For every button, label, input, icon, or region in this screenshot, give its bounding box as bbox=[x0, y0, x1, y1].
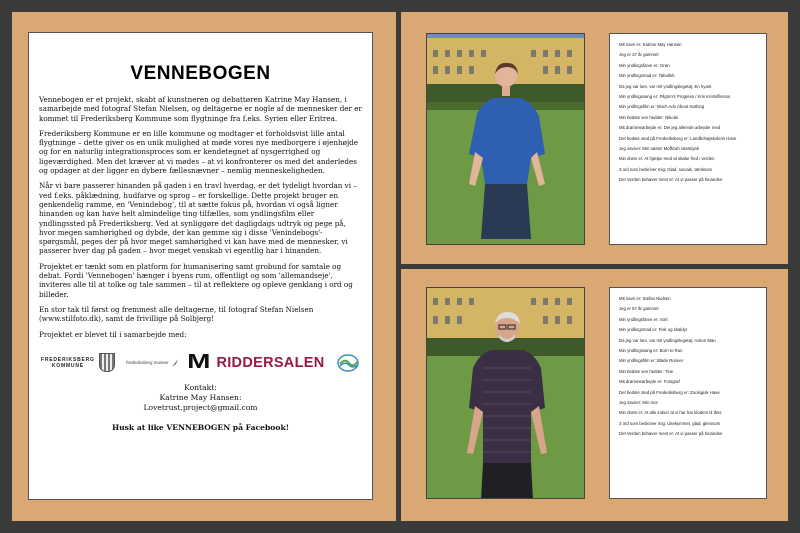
partner-logos bbox=[41, 351, 360, 375]
profile-line: Det Verden behøver mest er: At vi passer på hinanden bbox=[619, 431, 723, 437]
profile-line: Jeg savner: Min mor bbox=[619, 399, 658, 405]
profile-line: Da jeg var lure, var mit yndlingslegetøj: Action Man bbox=[619, 337, 716, 343]
crest-icon bbox=[99, 353, 115, 372]
profile-line: Min drøm er: At hjælpe med at skabe fred i verden bbox=[619, 156, 715, 162]
riddersalen-logo: RIDDERSALEN bbox=[216, 354, 325, 371]
poster-paragraph: Projektet er tænkt som en platform for humanisering samt grobund for samtale og debat. Fordi 'Vennebogen' hænger i byens rum, offentligt og som 'allemandseje', inviteres alle til at tolke og tale sammen – til at reflektere og opleve genklang i ord og billeder. bbox=[39, 261, 353, 299]
poster-sheet bbox=[28, 32, 373, 500]
profile-line: Min yndlingsmad er: Fisk og skaldyr bbox=[619, 327, 688, 333]
profile-line: Min yndlingsfilm er: Blade Runner bbox=[619, 358, 684, 364]
profile-line: Min bedste ven hedder: Nikolai bbox=[619, 114, 678, 120]
profile-line: Mit drømmearbejde er: Det jeg allerede arbejder med bbox=[619, 125, 721, 131]
portrait-image bbox=[427, 34, 585, 245]
m-logo: M bbox=[187, 351, 208, 374]
profile-line: Da jeg var lure, var mit yndlingslegetøj: En hyant bbox=[619, 83, 712, 89]
profile-line: Jeg savner: Min søster Moffizah Islamiyah bbox=[619, 145, 700, 151]
facebook-callout: Husk at like VENNEBOGEN på Facebook! bbox=[111, 422, 290, 432]
portrait-image bbox=[427, 288, 585, 499]
contact-block bbox=[39, 383, 362, 413]
profile-line: Mit navn er: Katrine May Hansen bbox=[619, 42, 682, 47]
profile-line: Det Verden behøver mest er: At vi passer på hinanden bbox=[619, 177, 723, 183]
profile-line: Mit drømmearbejde er: Fotograf bbox=[619, 379, 680, 385]
profile-line: Min yndlingsmad er: Tabulleh bbox=[619, 73, 675, 79]
feather-icon bbox=[171, 358, 179, 368]
profile-line: Det bedste sted på Frederiksberg er: Zoologisk Have bbox=[619, 389, 720, 395]
poster-paragraph: Projektet er blevet til i samarbejde med: bbox=[39, 329, 187, 339]
wave-logo-icon bbox=[336, 353, 360, 373]
profile-line: Min bedste ven hedder: Tine bbox=[619, 368, 674, 374]
profile-line: 3 ord som beskriver mig: Glad, sociale, tænksom bbox=[619, 166, 713, 172]
poster-paragraph: En stor tak til først og fremmest alle deltagerne, til fotograf Stefan Nielsen (www.stilfoto.dk), samt de frivillige på Solbjerg! bbox=[39, 304, 314, 324]
frederiksberg-kommune-logo bbox=[41, 353, 115, 372]
profile-line: 3 ord som beskriver mig: Ukekymmet, glad, glemsom bbox=[619, 420, 721, 426]
profile-line: Min drøm er: At alle indser at vi har har klodem til låns bbox=[619, 410, 722, 416]
profile-card-katrine bbox=[609, 33, 767, 245]
profile-card-stefan bbox=[609, 287, 767, 499]
profile-line: Min yndlingsfarve er: Grøn bbox=[619, 62, 670, 68]
profile-line: Det bedste sted på Frederiksberg er: Landbohøjskolens Have bbox=[619, 135, 737, 141]
contact-heading: Kontakt: bbox=[184, 382, 217, 392]
contact-name: Katrine May Hansen: bbox=[159, 392, 242, 402]
profile-line: Jeg er 37 år gammel bbox=[619, 52, 659, 58]
profile-line: Jeg er 57 år gammel bbox=[619, 306, 659, 312]
poster-paragraph: Når vi bare passerer hinanden på gaden i en travl hverdag, er det tydeligt hvordan vi – ved f.eks. påklædning, hudfarve og sprog – er forskellige. Dette projekt bruger en genkendelig ramme, en 'Venindebog', til at sætte fokus på, hvordan vi også ligner hinanden og kan have helt almindelige ting tilfælles, som yndlingsfilm eller yndlingssted på Frederiksberg. Ved at synliggøre det dagligdags udtryk og pege på, hvor megen samhørighed og dybde, der kan gemme sig i disse 'Venindebogs'-spørgsmål, peges der på hvor meget samhørighed vi kan have med de mennesker, vi passerer hver dag på gaden – hvor meget venskab vi egentlig har i hinanden. bbox=[39, 181, 357, 256]
logo-fm-text: frederiksberg museer bbox=[126, 360, 169, 366]
profile-line: Min yndlingssang er: Born to Run bbox=[619, 347, 683, 353]
profile-line: Min yndlingsfilm er: Much Ado About Nothing bbox=[619, 104, 705, 110]
portrait-photo-katrine bbox=[426, 33, 585, 245]
frederiksberg-museer-logo bbox=[126, 358, 179, 368]
profile-line: Min yndlingssang er: Pilgrim's Progress / Kris Kristofferson bbox=[619, 93, 731, 99]
logo-fk-line2: KOMMUNE bbox=[51, 362, 84, 369]
logo-fk-line1: FREDERIKSBERG bbox=[41, 356, 95, 363]
portrait-photo-stefan bbox=[426, 287, 585, 499]
poster-paragraph: Vennebogen er et projekt, skabt af kunstneren og debattøren Katrine May Hansen, i samarbejde med fotograf Stefan Nielsen, og deltagerne er nogle af de mennesker der er kommet til Frederiksberg Kommune som flygtninge fra f.eks. Syrien eller Eritrea. bbox=[39, 95, 362, 123]
contact-email: Lovetrust.project@gmail.com bbox=[143, 402, 258, 412]
poster-title: VENNEBOGEN bbox=[130, 63, 271, 84]
poster-paragraph: Frederiksberg Kommune er en lille kommune og modtager et forholdsvist lille antal flygtninge – dette giver os en unik mulighed at møde vores nye medborgere i øjenhøjde og for en naturlig integrationsproces som er kendetegnet af nysgerrighed og ligeværdighed. Men det kræver at vi mødes – at vi konfronterer os med det anderledes og opdager at der ligger en dybere fællesnævner – nemlig menneskeligheden. bbox=[39, 128, 359, 176]
profile-line: Min yndlingsfarve er: Sort bbox=[619, 316, 668, 322]
profile-line: Mit navn er: Stefan Nielsen bbox=[619, 296, 671, 301]
